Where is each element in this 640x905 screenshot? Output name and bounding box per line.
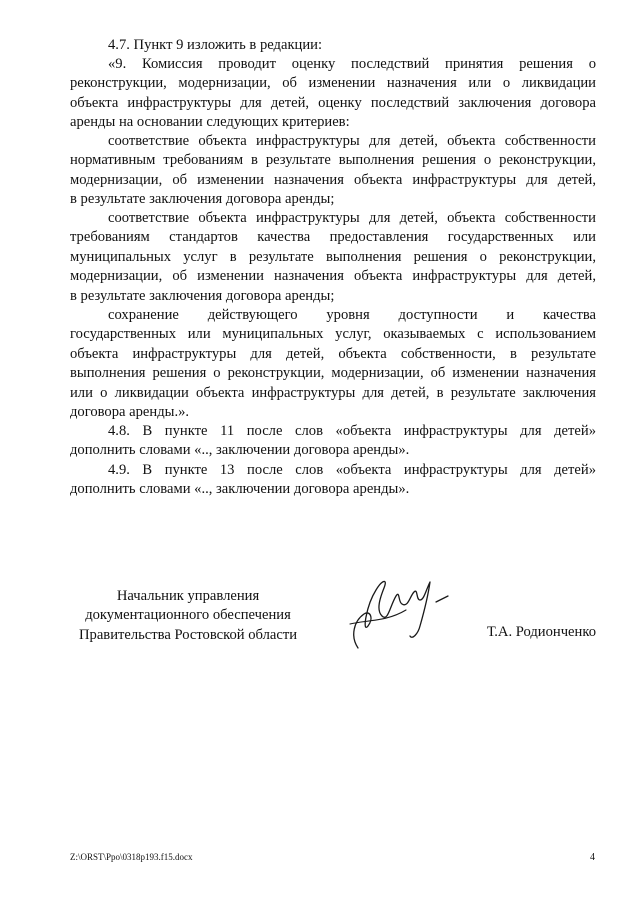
text-line: объекта инфраструктуры для детей, оценку последствий заключения договора	[70, 94, 596, 111]
paragraph-criterion-1	[70, 132, 596, 210]
text-line: в результате заключения договора аренды;	[70, 287, 335, 304]
text-line: в результате заключения договора аренды;	[70, 191, 335, 208]
page-number: 4	[590, 852, 595, 863]
paragraph-item-9	[70, 55, 596, 133]
text-line: муниципальных услуг в результате выполнения решения о реконструкции,	[70, 248, 596, 265]
text-line: 4.8. В пункте 11 после слов «объекта инфраструктуры для детей»	[108, 423, 596, 439]
position-line: документационного обеспечения	[85, 607, 291, 624]
paragraph-4-7-heading	[70, 36, 596, 55]
text-line: 4.9. В пункте 13 после слов «объекта инфраструктуры для детей»	[108, 462, 596, 478]
text-line: дополнить словами «.., заключении договора аренды».	[70, 442, 410, 459]
text-line: аренды на основании следующих критериев:	[70, 114, 350, 131]
text-line: реконструкции, модернизации, об изменении назначения или о ликвидации	[70, 75, 596, 92]
text-line: выполнения решения о реконструкции, модернизации, об изменении назначения	[70, 365, 596, 382]
handwritten-signature	[336, 566, 456, 656]
text-line: дополнить словами «.., заключении договора аренды».	[70, 481, 410, 498]
paragraph-criterion-3	[70, 306, 596, 422]
text-line: соответствие объекта инфраструктуры для детей, объекта собственности	[108, 210, 596, 226]
paragraph-4-8	[70, 422, 596, 461]
paragraph-4-9	[70, 461, 596, 500]
text-line: нормативным требованиям в результате выполнения решения о реконструкции,	[70, 152, 596, 169]
text-line: договора аренды.».	[70, 403, 190, 420]
text-line: сохранение действующего уровня доступности и качества	[108, 307, 596, 323]
file-path: Z:\ORST\Ppo\0318p193.f15.docx	[70, 852, 193, 862]
paragraph-criterion-2	[70, 209, 596, 306]
signatory-position	[66, 587, 310, 645]
text-line: объекта инфраструктуры для детей, объекта собственности, в результате	[70, 345, 596, 362]
text-line: или о ликвидации объекта инфраструктуры для детей, в результате заключения	[70, 384, 596, 401]
signatory-name: Т.А. Родионченко	[486, 624, 596, 640]
text-line: «9. Комиссия проводит оценку последствий принятия решения о	[108, 56, 596, 72]
text-line: требованиям стандартов качества предоставления государственных или	[70, 229, 596, 246]
text-line: соответствие объекта инфраструктуры для детей, объекта собственности	[108, 133, 596, 149]
position-line: Правительства Ростовской области	[78, 626, 298, 643]
text-line: модернизации, об изменении назначения объекта инфраструктуры для детей,	[70, 171, 596, 188]
position-line: Начальник управления	[116, 588, 260, 604]
text-line: модернизации, об изменении назначения объекта инфраструктуры для детей,	[70, 268, 596, 285]
text-line: 4.7. Пункт 9 изложить в редакции:	[108, 37, 323, 53]
text-line: государственных или муниципальных услуг, оказываемых с использованием	[70, 326, 596, 343]
